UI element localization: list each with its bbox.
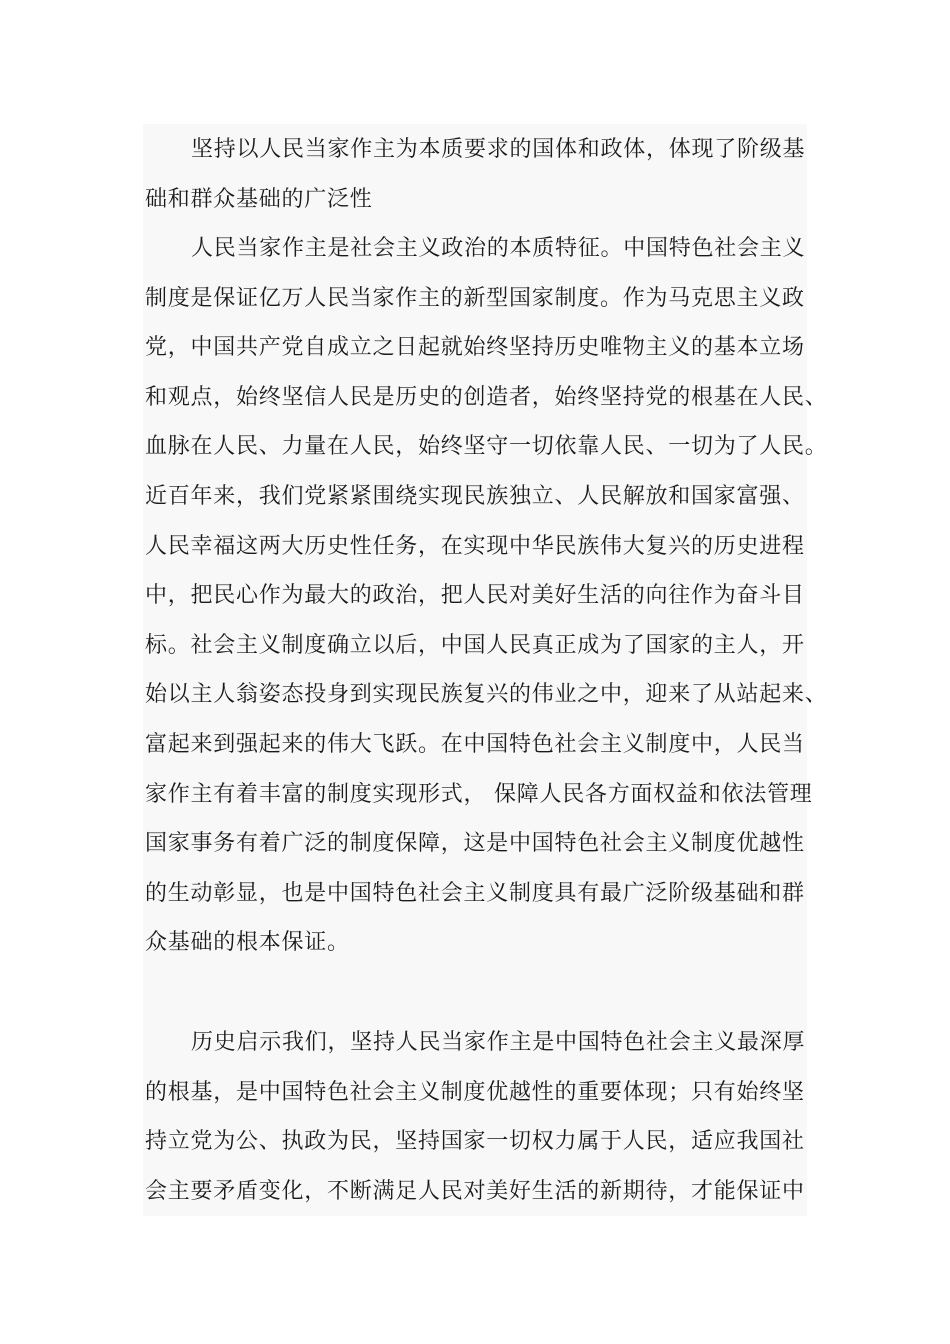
body-paragraph-1 bbox=[145, 224, 828, 968]
body-paragraph-2 bbox=[145, 1018, 809, 1216]
text-line: 家作主有着丰富的制度实现形式， 保障人民各方面权益和依法管理 bbox=[145, 781, 813, 807]
text-line: 富起来到强起来的伟大飞跃。在中国特色社会主义制度中，人民当 bbox=[145, 731, 805, 757]
text-line: 中，把民心作为最大的政治，把人民对美好生活的向往作为奋斗目 bbox=[145, 583, 805, 609]
text-line: 近百年来，我们党紧紧围绕实现民族独立、人民解放和国家富强、 bbox=[145, 483, 805, 509]
text-line: 标。社会主义制度确立以后，中国人民真正成为了国家的主人，开 bbox=[145, 632, 805, 658]
text-line: 国家事务有着广泛的制度保障，这是中国特色社会主义制度优越性 bbox=[145, 831, 805, 857]
text-line: 人民当家作主是社会主义政治的本质特征。中国特色社会主义 bbox=[191, 236, 806, 261]
text-line: 众基础的根本保证。 bbox=[145, 930, 350, 956]
text-line: 会主要矛盾变化，不断满足人民对美好生活的新期待，才能保证中 bbox=[145, 1178, 805, 1204]
text-line: 持立党为公、执政为民，坚持国家一切权力属于人民，适应我国社 bbox=[145, 1129, 805, 1155]
text-line: 坚持以人民当家作主为本质要求的国体和政体，体现了阶级基 bbox=[191, 137, 806, 162]
text-line: 党，中国共产党自成立之日起就始终坚持历史唯物主义的基本立场 bbox=[145, 335, 805, 361]
text-line: 的根基，是中国特色社会主义制度优越性的重要体现；只有始终坚 bbox=[145, 1079, 805, 1105]
heading-paragraph bbox=[145, 125, 809, 224]
text-line: 础和群众基础的广泛性 bbox=[145, 186, 373, 212]
text-line: 制度是保证亿万人民当家作主的新型国家制度。作为马克思主义政 bbox=[145, 285, 805, 311]
text-line: 的生动彰显，也是中国特色社会主义制度具有最广泛阶级基础和群 bbox=[145, 880, 805, 906]
text-line: 历史启示我们，坚持人民当家作主是中国特色社会主义最深厚 bbox=[191, 1030, 806, 1055]
text-line: 始以主人翁姿态投身到实现民族复兴的伟业之中，迎来了从站起来、 bbox=[145, 682, 828, 708]
text-line: 血脉在人民、力量在人民，始终坚守一切依靠人民、一切为了人民。 bbox=[145, 434, 828, 460]
text-line: 人民幸福这两大历史性任务，在实现中华民族伟大复兴的历史进程 bbox=[145, 533, 805, 559]
text-line: 和观点，始终坚信人民是历史的创造者，始终坚持党的根基在人民、 bbox=[145, 384, 828, 410]
